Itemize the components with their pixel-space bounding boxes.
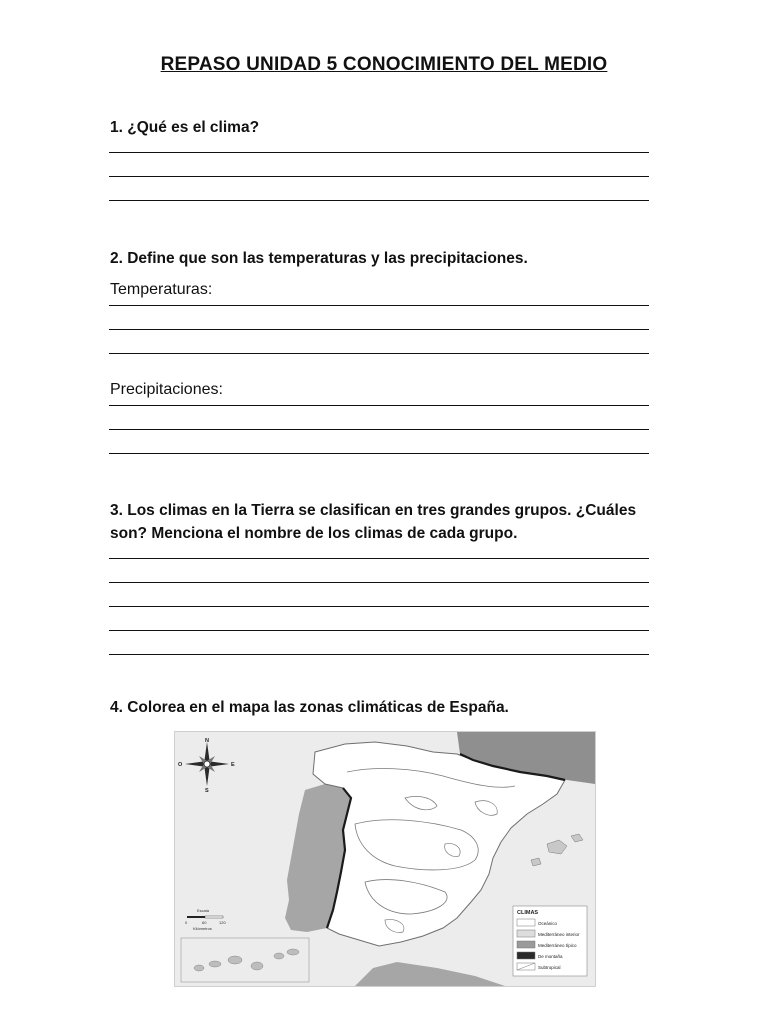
spain-climate-map bbox=[174, 731, 596, 987]
answer-line[interactable] bbox=[109, 582, 649, 583]
legend-swatch bbox=[517, 941, 535, 948]
scale-tick: 60 bbox=[202, 920, 207, 925]
canary-inset bbox=[181, 938, 309, 982]
question-1: 1. ¿Qué es el clima? bbox=[110, 119, 260, 136]
legend-item: Mediterráneo interior bbox=[538, 932, 580, 937]
answer-line[interactable] bbox=[109, 200, 649, 201]
compass-o: O bbox=[178, 762, 183, 768]
answer-line[interactable] bbox=[109, 558, 649, 559]
answer-line[interactable] bbox=[109, 606, 649, 607]
scale-tick: 120 bbox=[219, 920, 226, 925]
precipitaciones-label: Precipitaciones: bbox=[110, 381, 223, 398]
scale-tick: 0 bbox=[185, 920, 188, 925]
answer-line[interactable] bbox=[109, 353, 649, 354]
question-3: 3. Los climas en la Tierra se clasifican en tres grandes grupos. ¿Cuáles son? Menciona el nombre de los climas de cada grupo. bbox=[110, 502, 637, 542]
scale-unit: Kilómetros bbox=[193, 926, 212, 931]
page-title: REPASO UNIDAD 5 CONOCIMIENTO DEL MEDIO bbox=[160, 54, 608, 75]
map-legend bbox=[513, 906, 587, 976]
scale-title: Escala bbox=[197, 908, 210, 913]
legend-title: CLIMAS bbox=[517, 910, 539, 916]
answer-line[interactable] bbox=[109, 630, 649, 631]
answer-line[interactable] bbox=[109, 305, 649, 306]
legend-swatch bbox=[517, 919, 535, 926]
legend-item: Mediterráneo típico bbox=[538, 943, 577, 948]
answer-line[interactable] bbox=[109, 405, 649, 406]
legend-item: Subtropical bbox=[538, 965, 561, 970]
answer-line[interactable] bbox=[109, 329, 649, 330]
legend-swatch bbox=[517, 952, 535, 959]
compass-s: S bbox=[205, 788, 209, 794]
compass-n: N bbox=[205, 738, 209, 744]
question-2: 2. Define que son las temperaturas y las precipitaciones. bbox=[110, 250, 528, 267]
question-4: 4. Colorea en el mapa las zonas climáticas de España. bbox=[110, 699, 509, 716]
answer-line[interactable] bbox=[109, 429, 649, 430]
legend-swatch bbox=[517, 930, 535, 937]
answer-line[interactable] bbox=[109, 654, 649, 655]
answer-line[interactable] bbox=[109, 152, 649, 153]
temperaturas-label: Temperaturas: bbox=[110, 281, 213, 298]
legend-item: De montaña bbox=[538, 954, 563, 959]
legend-item: Oceánico bbox=[538, 921, 558, 926]
answer-line[interactable] bbox=[109, 176, 649, 177]
compass-e: E bbox=[231, 762, 235, 768]
answer-line[interactable] bbox=[109, 453, 649, 454]
